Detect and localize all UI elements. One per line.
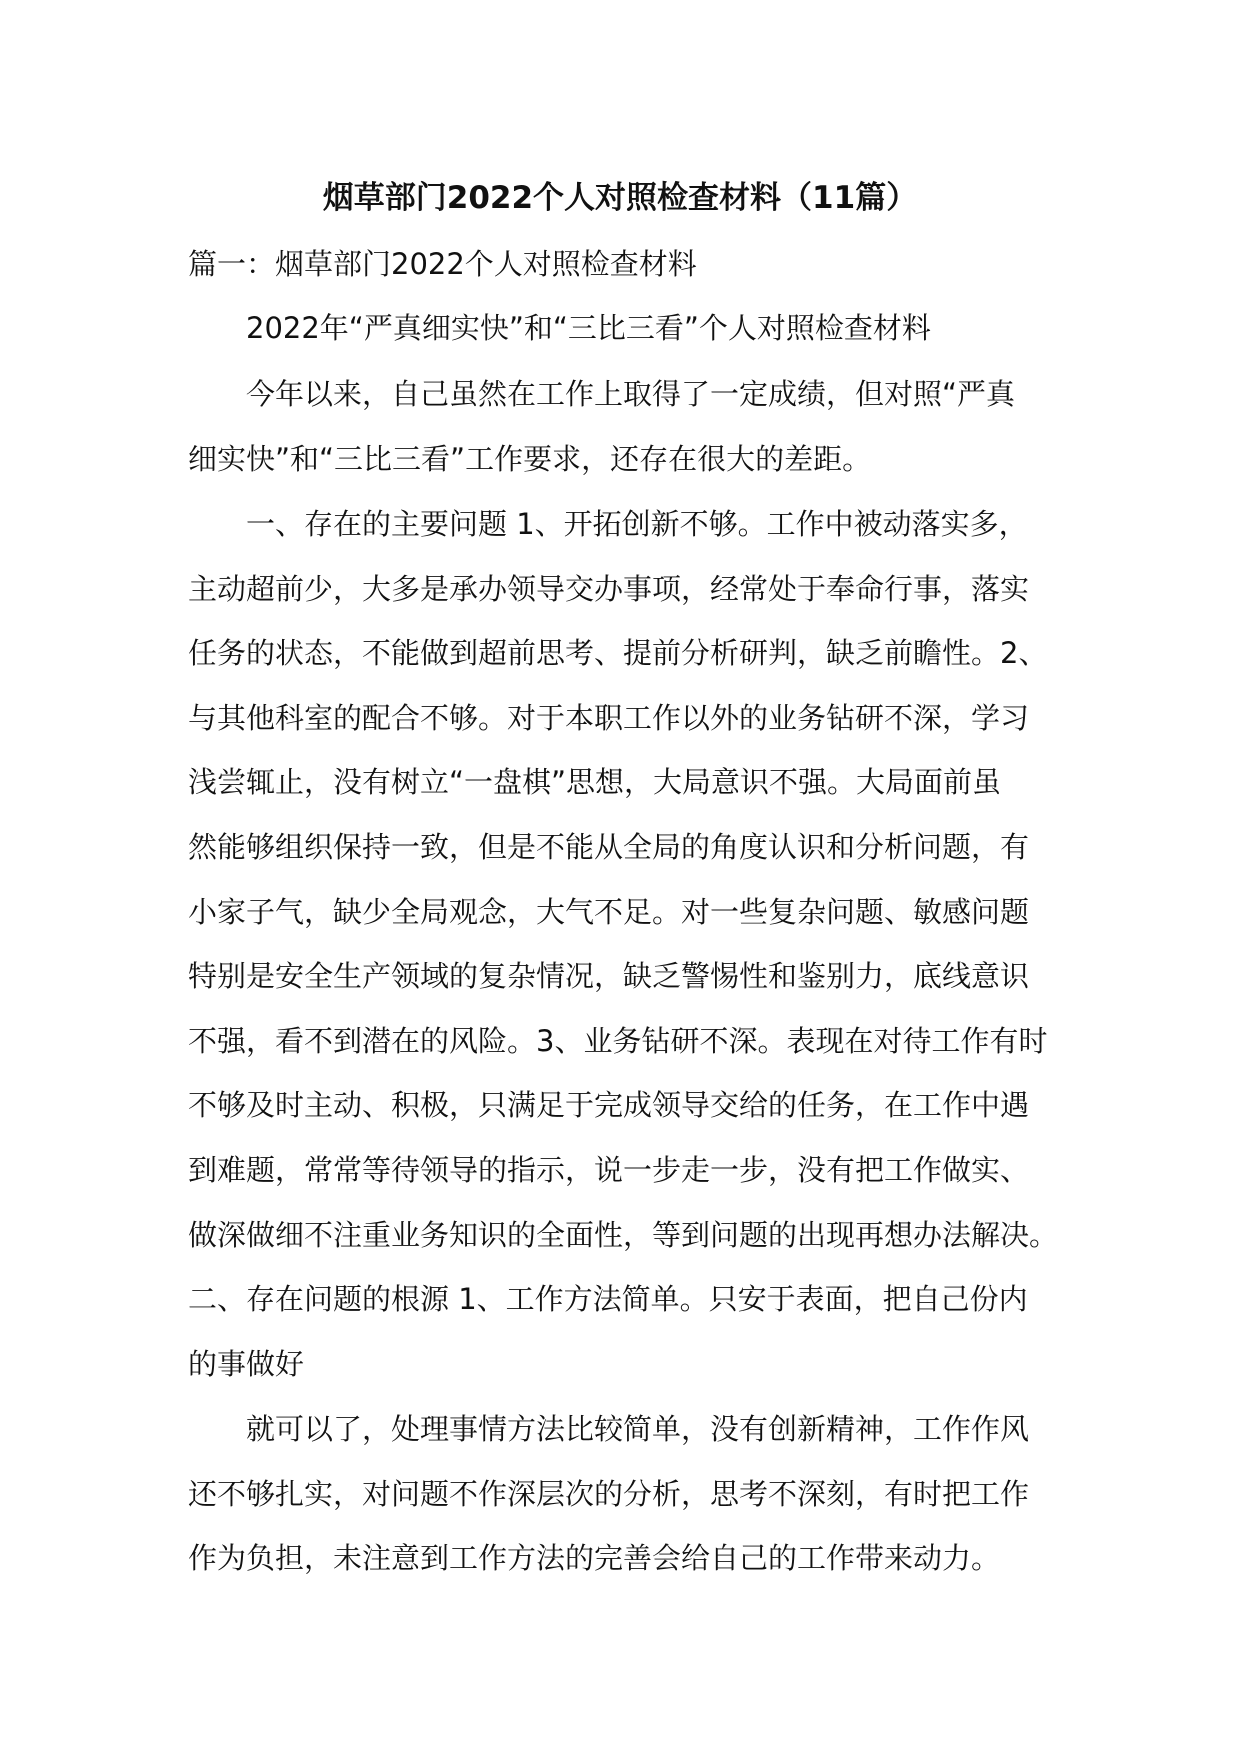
paragraph-line: 作为负担，未注意到工作方法的完善会给自己的工作带来动力。 <box>188 1541 1001 1576</box>
paragraph-line: 小家子气，缺少全局观念，大气不足。对一些复杂问题、敏感问题 <box>188 894 1030 929</box>
material-subtitle: 2022年“严真细实快”和“三比三看”个人对照检查材料 <box>246 311 931 345</box>
paragraph-line: 主动超前少，大多是承办领导交办事项，经常处于奉命行事，落实 <box>188 571 1030 606</box>
paragraph-line: 的事做好 <box>188 1346 305 1381</box>
paragraph-line: 二、存在问题的根源 1、工作方法简单。只安于表面，把自己份内 <box>188 1282 1028 1317</box>
paragraph-line: 不强，看不到潜在的风险。3、业务钻研不深。表现在对待工作有时 <box>188 1023 1048 1058</box>
section-heading: 篇一：烟草部门2022个人对照检查材料 <box>188 247 697 281</box>
paragraph-line: 到难题，常常等待领导的指示，说一步走一步，没有把工作做实、 <box>188 1152 1030 1187</box>
paragraph-line: 任务的状态，不能做到超前思考、提前分析研判，缺乏前瞻性。2、 <box>188 636 1048 671</box>
document-title: 烟草部门2022个人对照检查材料（11篇） <box>322 180 918 216</box>
paragraph-line: 特别是安全生产领域的复杂情况，缺乏警惕性和鉴别力，底线意识 <box>188 959 1030 994</box>
paragraph-line: 浅尝辄止，没有树立“一盘棋”思想，大局意识不强。大局面前虽 <box>188 765 1002 800</box>
paragraph-line: 今年以来，自己虽然在工作上取得了一定成绩，但对照“严真 <box>246 377 1016 411</box>
paragraph-line: 一、存在的主要问题 1、开拓创新不够。工作中被动落实多， <box>246 507 1028 541</box>
paragraph-line: 细实快”和“三比三看”工作要求，还存在很大的差距。 <box>188 441 872 476</box>
paragraph-line: 然能够组织保持一致，但是不能从全局的角度认识和分析问题，有 <box>188 829 1030 864</box>
paragraph-line: 就可以了，处理事情方法比较简单，没有创新精神，工作作风 <box>246 1412 1030 1446</box>
paragraph-line: 不够及时主动、积极，只满足于完成领导交给的任务，在工作中遇 <box>188 1088 1030 1123</box>
paragraph-roots <box>188 1397 1058 1591</box>
paragraph-line: 做深做细不注重业务知识的全面性，等到问题的出现再想办法解决。 <box>188 1217 1059 1252</box>
paragraph-line: 还不够扎实，对问题不作深层次的分析，思考不深刻，有时把工作 <box>188 1476 1030 1511</box>
paragraph-line: 与其他科室的配合不够。对于本职工作以外的业务钻研不深，学习 <box>188 700 1030 735</box>
paragraph-intro <box>188 362 1058 491</box>
paragraph-problems <box>188 492 1058 1396</box>
